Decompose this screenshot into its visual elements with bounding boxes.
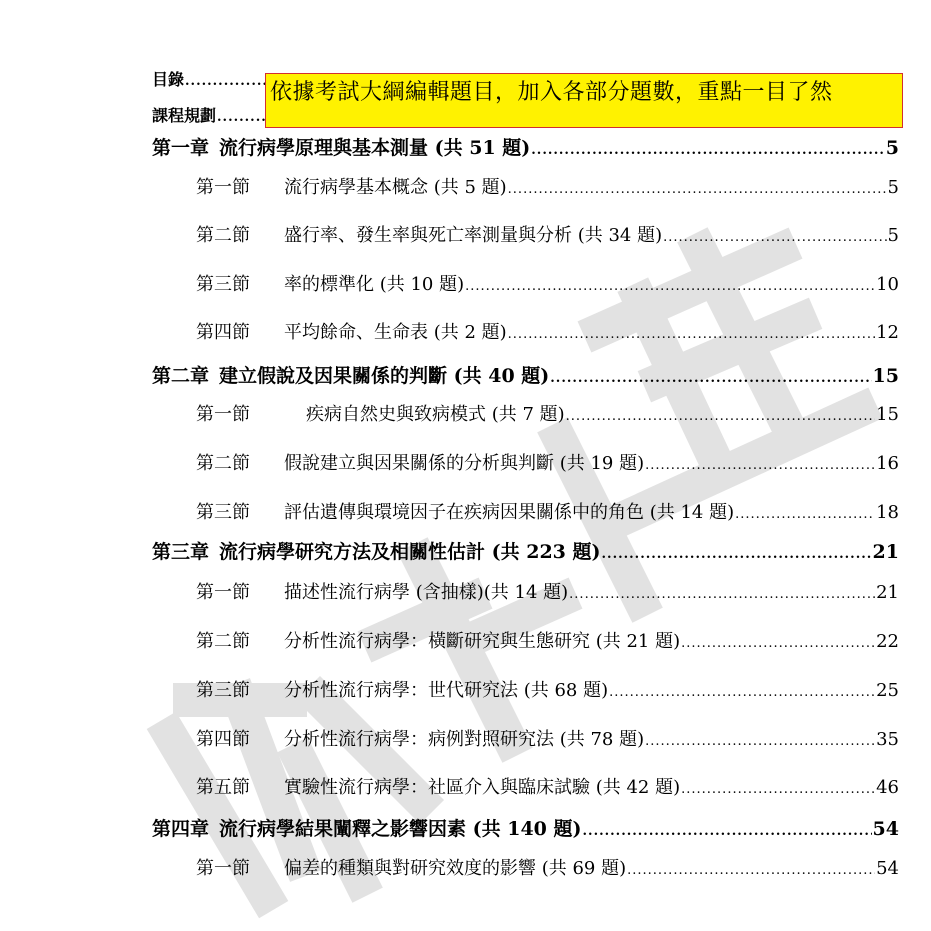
page-number: 35 [876, 729, 899, 750]
page-number: 46 [876, 777, 899, 798]
section-title: 分析性流行病學：病例對照研究法 (共 78 題) [284, 729, 645, 750]
toc-chapter[interactable] [152, 139, 899, 158]
dot-leader [508, 183, 887, 196]
dot-leader [681, 783, 875, 796]
toc-section[interactable] [196, 584, 899, 602]
toc-chapter[interactable] [152, 367, 899, 386]
front-title: 課程規劃 [152, 106, 217, 125]
chapter-title: 流行病學結果闡釋之影響因素 (共 140 題) [219, 818, 582, 840]
section-label: 第二節 [196, 225, 250, 246]
annotation-banner: 依據考試大綱編輯題目，加入各部分題數，重點一目了然 [265, 73, 903, 128]
chapter-label: 第三章 [152, 541, 210, 563]
toc-section[interactable] [196, 504, 899, 522]
dot-leader [465, 280, 875, 293]
dot-leader [681, 637, 875, 650]
section-title: 評估遺傳與環境因子在疾病因果關係中的角色 (共 14 題) [284, 502, 735, 523]
dot-leader [645, 459, 875, 472]
section-label: 第五節 [196, 777, 250, 798]
section-label: 第二節 [196, 631, 250, 652]
page-number: 10 [876, 274, 899, 295]
page-number: 5 [887, 225, 899, 246]
dot-leader [645, 735, 875, 748]
dot-leader [735, 508, 875, 521]
dot-leader [627, 864, 875, 877]
page-number: 54 [872, 818, 899, 840]
toc-chapter[interactable] [152, 820, 899, 839]
section-label: 第四節 [196, 729, 250, 750]
section-label: 第二節 [196, 453, 250, 474]
section-label: 第一節 [196, 404, 250, 425]
toc-section[interactable] [196, 406, 899, 424]
page-number: 16 [876, 453, 899, 474]
section-title: 平均餘命、生命表 (共 2 題) [284, 322, 507, 343]
section-label: 第一節 [196, 177, 250, 198]
section-title: 疾病自然史與致病模式 (共 7 題) [306, 404, 565, 425]
section-label: 第三節 [196, 274, 250, 295]
page-number: 5 [887, 177, 899, 198]
chapter-label: 第二章 [152, 365, 210, 387]
section-label: 第三節 [196, 680, 250, 701]
page-number: 22 [876, 631, 899, 652]
dot-leader [609, 686, 875, 699]
dot-leader [531, 144, 884, 157]
toc-section[interactable] [196, 633, 899, 651]
toc-section[interactable] [196, 455, 899, 473]
chapter-title: 流行病學原理與基本測量 (共 51 題) [219, 137, 531, 159]
section-title: 盛行率、發生率與死亡率測量與分析 (共 34 題) [284, 225, 663, 246]
section-title: 分析性流行病學：世代研究法 (共 68 題) [284, 680, 609, 701]
dot-leader [550, 372, 871, 385]
dot-leader [508, 328, 875, 341]
page-number: 15 [876, 404, 899, 425]
section-title: 率的標準化 (共 10 題) [284, 274, 465, 295]
page-number: 21 [876, 582, 899, 603]
toc-section[interactable] [196, 731, 899, 749]
page-number: 18 [876, 502, 899, 523]
dot-leader [566, 410, 875, 423]
page-number: 15 [872, 365, 899, 387]
section-title: 分析性流行病學：橫斷研究與生態研究 (共 21 題) [284, 631, 681, 652]
front-title: 目錄 [152, 70, 185, 89]
chapter-title: 流行病學研究方法及相關性估計 (共 223 題) [219, 541, 601, 563]
chapter-title: 建立假說及因果關係的判斷 (共 40 題) [219, 365, 550, 387]
page-number: 54 [876, 858, 899, 879]
section-title: 實驗性流行病學：社區介入與臨床試驗 (共 42 題) [284, 777, 681, 798]
section-label: 第三節 [196, 502, 250, 523]
section-title: 描述性流行病學 (含抽樣)(共 14 題) [284, 582, 569, 603]
toc-chapter[interactable] [152, 543, 899, 562]
page-number: 25 [876, 680, 899, 701]
section-label: 第四節 [196, 322, 250, 343]
section-title: 流行病學基本概念 (共 5 題) [284, 177, 507, 198]
page-number: 12 [876, 322, 899, 343]
dot-leader [569, 588, 875, 601]
toc-section[interactable] [196, 324, 899, 342]
toc-section[interactable] [196, 276, 899, 294]
dot-leader [663, 231, 886, 244]
toc-section[interactable] [196, 779, 899, 797]
chapter-label: 第一章 [152, 137, 210, 159]
section-label: 第一節 [196, 582, 250, 603]
chapter-label: 第四章 [152, 818, 210, 840]
toc-section[interactable] [196, 179, 899, 197]
toc-section[interactable] [196, 227, 899, 245]
page-number: 5 [885, 137, 899, 159]
section-label: 第一節 [196, 858, 250, 879]
section-title: 假說建立與因果關係的分析與判斷 (共 19 題) [284, 453, 645, 474]
section-title: 偏差的種類與對研究效度的影響 (共 69 題) [284, 858, 627, 879]
toc-section[interactable] [196, 682, 899, 700]
dot-leader [602, 548, 872, 561]
page-number: 21 [872, 541, 899, 563]
dot-leader [583, 825, 872, 838]
toc-section[interactable] [196, 860, 899, 878]
